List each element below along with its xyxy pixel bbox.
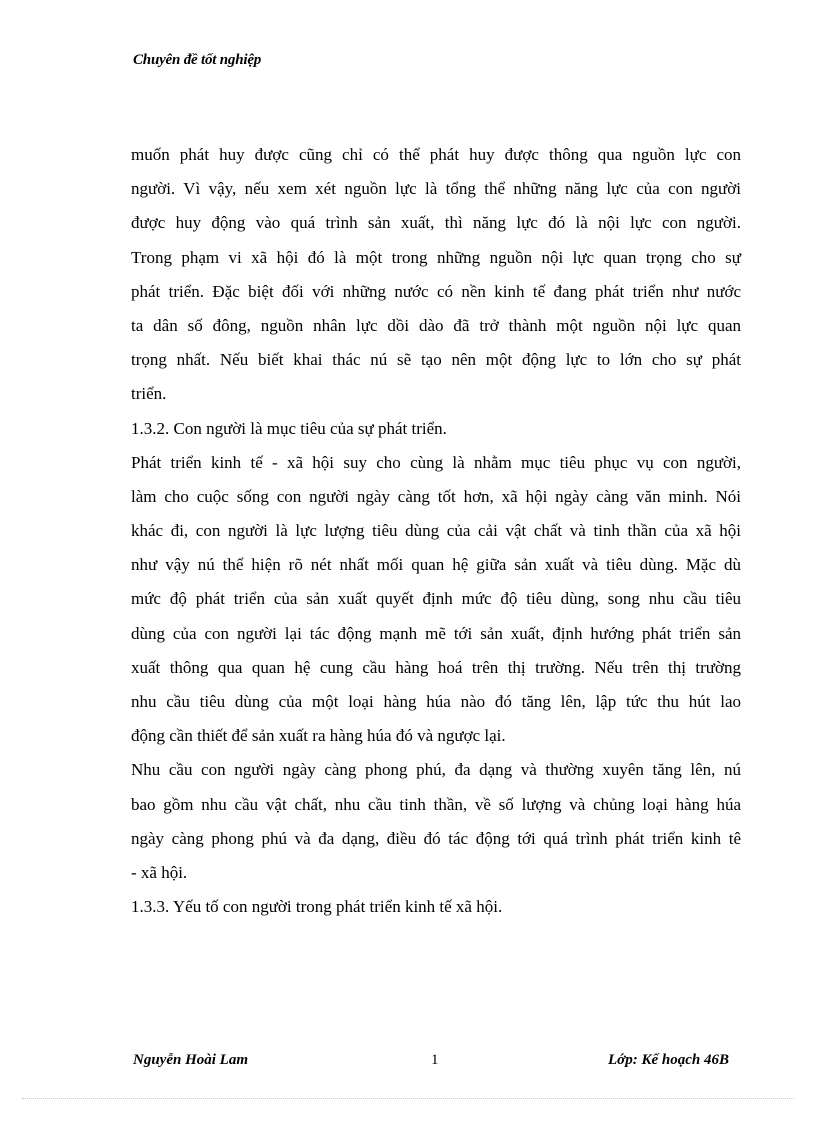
text-line: ta dân số đông, nguồn nhân lực dồi dào đã trở thành một nguồn nội lực quan [131, 315, 741, 335]
document-body [131, 138, 741, 924]
text-line: khác đi, con người là lực lượng tiêu dùng của cải vật chất và tinh thần của xã hội [131, 521, 741, 541]
text-line: triển. [131, 384, 167, 404]
text-line: mức độ phát triển của sản xuất quyết định mức độ tiêu dùng, song nhu cầu tiêu [131, 589, 741, 609]
text-line: Trong phạm vi xã hội đó là một trong những nguồn nội lực quan trọng cho sự [131, 247, 741, 267]
text-line: nhu cầu tiêu dùng của một loại hàng húa nào đó tăng lên, lập tức thu hút lao [131, 692, 741, 711]
text-line: được huy động vào quá trình sản xuất, thì năng lực đó là nội lực con người. [131, 213, 741, 233]
text-line: - xã hội. [131, 862, 188, 882]
text-line: người. Vì vậy, nếu xem xét nguồn lực là tổng thể những năng lực của con người [131, 179, 741, 199]
text-line: trọng nhất. Nếu biết khai thác nú sẽ tạo nên một động lực to lớn cho sự phát [131, 350, 741, 370]
page-boundary-divider [22, 1098, 794, 1099]
page-header-title: Chuyên đề tốt nghiệp [133, 52, 262, 68]
section-heading-1-3-2: 1.3.2. Con người là mục tiêu của sự phát triển. [131, 418, 447, 438]
text-line: muốn phát huy được cũng chỉ có thể phát huy được thông qua nguồn lực con [131, 145, 741, 164]
text-line: bao gồm nhu cầu vật chất, nhu cầu tinh thần, về số lượng và chủng loại hàng húa [131, 794, 741, 814]
text-line: như vậy nú thể hiện rõ nét nhất mối quan hệ giữa sản xuất và tiêu dùng. Mặc dù [131, 555, 741, 575]
text-line: làm cho cuộc sống con người ngày càng tốt hơn, xã hội ngày càng văn minh. Nói [131, 486, 741, 506]
text-line: phát triển. Đặc biệt đối với những nước có nền kinh tế đang phát triển như nước [131, 281, 741, 301]
section-heading-1-3-3: 1.3.3. Yếu tố con người trong phát triển kinh tế xã hội. [131, 897, 503, 917]
text-line: động cần thiết để sản xuất ra hàng húa đó và ngược lại. [131, 726, 506, 746]
text-line: dùng của con người lại tác động mạnh mẽ tới sản xuất, định hướng phát triển sản [131, 623, 741, 643]
text-line: ngày càng phong phú và đa dạng, điều đó tác động tới quá trình phát triển kinh tê [131, 828, 741, 848]
footer-class-label: Lớp: Kế hoạch 46B [608, 1052, 729, 1068]
text-line: Phát triển kinh tế - xã hội suy cho cùng là nhằm mục tiêu phục vụ con người, [131, 452, 741, 472]
footer-page-number: 1 [431, 1052, 439, 1068]
text-line: Nhu cầu con người ngày càng phong phú, đa dạng và thường xuyên tăng lên, nú [131, 760, 741, 780]
footer-author: Nguyễn Hoài Lam [133, 1052, 248, 1068]
text-line: xuất thông qua quan hệ cung cầu hàng hoá trên thị trường. Nếu trên thị trường [131, 657, 741, 677]
